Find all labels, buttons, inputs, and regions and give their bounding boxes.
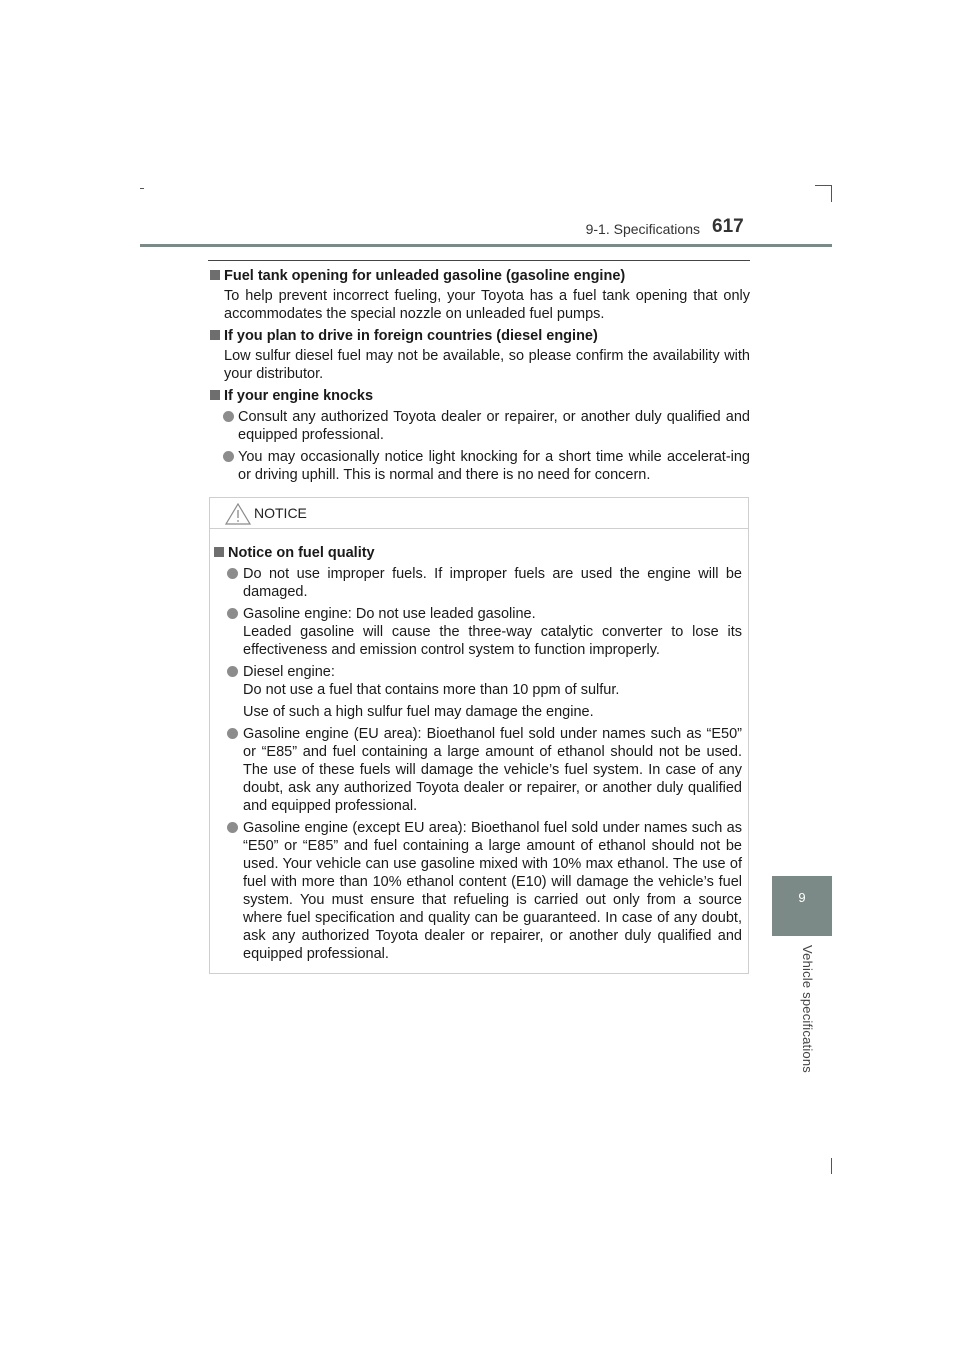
- notice-body: [210, 529, 748, 963]
- list-item-subtext: Leaded gasoline will cause the three-way catalytic converter to lose its effectiveness and emission control system to function improperly.: [243, 624, 742, 658]
- section-heading: [208, 267, 750, 285]
- section-paragraph: To help prevent incorrect fueling, your Toyota has a fuel tank opening that only accommodates the special nozzle on unleaded fuel pumps.: [224, 288, 750, 322]
- list-item: [210, 663, 742, 721]
- round-bullet-icon: [227, 568, 238, 579]
- square-bullet-icon: [210, 270, 220, 280]
- square-bullet-icon: [210, 390, 220, 400]
- square-bullet-icon: [210, 330, 220, 340]
- round-bullet-icon: [223, 451, 234, 462]
- list-item: [210, 725, 742, 815]
- square-bullet-icon: [214, 547, 224, 557]
- notice-heading-text: Notice on fuel quality: [228, 545, 375, 561]
- round-bullet-icon: [227, 822, 238, 833]
- list-item-text: Gasoline engine: Do not use leaded gasoline.: [243, 606, 536, 622]
- chapter-label: Vehicle specifications: [800, 945, 815, 1073]
- section-heading-text: Fuel tank opening for unleaded gasoline (gasoline engine): [224, 268, 626, 284]
- notice-header: [210, 498, 748, 529]
- round-bullet-icon: [227, 728, 238, 739]
- chapter-tab: [772, 876, 832, 936]
- list-item-text: Gasoline engine (EU area): Bioethanol fuel sold under names such as “E50” or “E85” and fuel containing a large amount of ethanol should not be used. The use of these fuels will damage the vehicle’s fuel system. In case of any doubt, ask any authorized Toyota dealer or repairer, or another duly qualified and equipped professional.: [243, 726, 742, 814]
- content-top-rule: [208, 260, 750, 261]
- list-item-text: Diesel engine:: [243, 664, 335, 680]
- section-heading: [208, 387, 750, 405]
- round-bullet-icon: [223, 411, 234, 422]
- section-heading-text: If your engine knocks: [224, 388, 374, 404]
- list-item: [208, 448, 750, 484]
- list-item: [208, 408, 750, 444]
- list-item: [210, 819, 742, 963]
- notice-title: NOTICE: [254, 505, 307, 521]
- list-item-text: Gasoline engine (except EU area): Bioethanol fuel sold under names such as “E50” or “E85” and fuel containing a large amount of ethanol should not be used. Your vehicle can use gasoline mixed with 10% max ethanol. The use of fuel with more than 10% ethanol content (E10) will damage the vehicle’s fuel system. You must ensure that refueling is carried out only from a source where fuel specification and quality can be guaranteed. In case of any doubt, ask any authorized Toyota dealer or repairer, or another duly qualified and equipped professional.: [243, 820, 742, 962]
- page-number: 617: [712, 216, 744, 237]
- round-bullet-icon: [227, 666, 238, 677]
- round-bullet-icon: [227, 608, 238, 619]
- section-paragraph: Low sulfur diesel fuel may not be available, so please confirm the availability with your distributor.: [224, 348, 750, 382]
- list-item-subtext: Do not use a fuel that contains more than 10 ppm of sulfur.: [243, 682, 620, 698]
- section-heading-text: If you plan to drive in foreign countries (diesel engine): [224, 328, 598, 344]
- warning-triangle-icon: [225, 503, 251, 525]
- list-item-text: You may occasionally notice light knocking for a short time while accelerat-ing or driving uphill. This is normal and there is no need for concern.: [238, 449, 750, 483]
- list-item: [210, 605, 742, 659]
- list-item-text: Do not use improper fuels. If improper fuels are used the engine will be damaged.: [243, 566, 742, 600]
- crop-mark-bottom-right: [831, 1158, 832, 1174]
- crop-mark-top-left: [140, 188, 144, 189]
- crop-mark-top-right-v: [831, 185, 832, 202]
- crop-mark-top-right-h: [815, 185, 832, 186]
- header-rule: [140, 244, 832, 247]
- section-heading: [208, 327, 750, 345]
- chapter-number: 9: [798, 890, 806, 905]
- main-content: [208, 260, 750, 488]
- notice-heading: [210, 544, 742, 562]
- notice-box: [209, 497, 749, 974]
- list-item-subtext: Use of such a high sulfur fuel may damage the engine.: [243, 704, 594, 720]
- list-item-text: Consult any authorized Toyota dealer or repairer, or another duly qualified and equipped professional.: [238, 409, 750, 443]
- section-title: 9-1. Specifications: [585, 221, 700, 237]
- list-item: [210, 565, 742, 601]
